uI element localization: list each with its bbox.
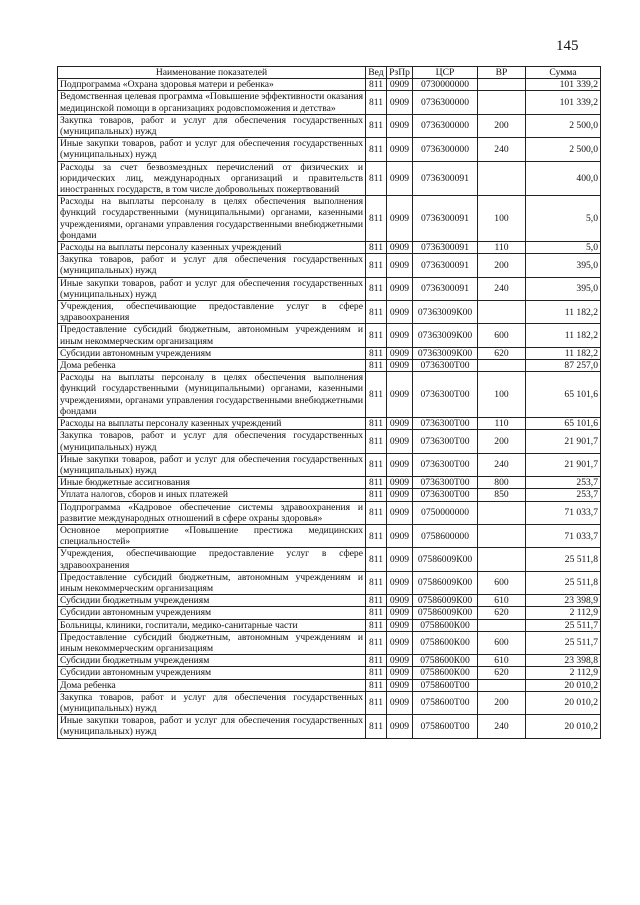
row-name: Ведомственная целевая программа «Повышение эффективности оказания медицинской помощи в организациях родовспоможения и детства» <box>58 91 366 114</box>
row-rzpr: 0909 <box>387 619 413 631</box>
row-sum: 395,0 <box>526 277 601 300</box>
table-row <box>58 277 601 300</box>
row-vr: 240 <box>478 138 526 161</box>
table-row <box>58 715 601 738</box>
row-name: Закупка товаров, работ и услуг для обеспечения государственных (муниципальных) нужд <box>58 430 366 453</box>
row-csr: 0736300Т00 <box>413 418 478 430</box>
table-row <box>58 655 601 667</box>
row-sum: 395,0 <box>526 254 601 277</box>
row-name: Закупка товаров, работ и услуг для обеспечения государственных (муниципальных) нужд <box>58 691 366 714</box>
row-ved: 811 <box>366 196 387 242</box>
row-rzpr: 0909 <box>387 138 413 161</box>
row-rzpr: 0909 <box>387 360 413 372</box>
row-vr: 200 <box>478 114 526 137</box>
row-name: Закупка товаров, работ и услуг для обеспечения государственных (муниципальных) нужд <box>58 254 366 277</box>
table-row <box>58 619 601 631</box>
row-name: Расходы на выплаты персоналу казенных учреждений <box>58 418 366 430</box>
row-csr: 0758600Т00 <box>413 691 478 714</box>
row-sum: 2 500,0 <box>526 138 601 161</box>
row-sum: 71 033,7 <box>526 501 601 524</box>
row-rzpr: 0909 <box>387 715 413 738</box>
col-header-rzpr: РзПр <box>387 67 413 79</box>
row-name: Иные бюджетные ассигнования <box>58 477 366 489</box>
table-row <box>58 691 601 714</box>
row-ved: 811 <box>366 138 387 161</box>
row-sum: 25 511,7 <box>526 619 601 631</box>
row-rzpr: 0909 <box>387 631 413 654</box>
row-ved: 811 <box>366 715 387 738</box>
row-csr: 0736300000 <box>413 91 478 114</box>
table-row <box>58 114 601 137</box>
row-ved: 811 <box>366 324 387 347</box>
table-row <box>58 418 601 430</box>
row-sum: 2 112,9 <box>526 667 601 679</box>
row-sum: 11 182,2 <box>526 301 601 324</box>
table-row <box>58 667 601 679</box>
row-name: Основное мероприятие «Повышение престижа медицинских специальностей» <box>58 524 366 547</box>
row-rzpr: 0909 <box>387 453 413 476</box>
row-ved: 811 <box>366 524 387 547</box>
row-name: Уплата налогов, сборов и иных платежей <box>58 489 366 501</box>
table-row <box>58 301 601 324</box>
page-number: 145 <box>556 38 579 54</box>
row-csr: 0736300000 <box>413 114 478 137</box>
row-vr <box>478 619 526 631</box>
row-name: Закупка товаров, работ и услуг для обеспечения государственных (муниципальных) нужд <box>58 114 366 137</box>
row-name: Подпрограмма «Охрана здоровья матери и ребенка» <box>58 79 366 91</box>
row-sum: 5,0 <box>526 242 601 254</box>
row-csr: 07586009К00 <box>413 571 478 594</box>
row-sum: 71 033,7 <box>526 524 601 547</box>
row-sum: 25 511,8 <box>526 571 601 594</box>
row-name: Расходы на выплаты персоналу в целях обеспечения выполнения функций государственными (муниципальными) органами, казенными учреждениями, органами управления государственными внебюджетными фондами <box>58 372 366 418</box>
row-vr: 600 <box>478 324 526 347</box>
row-ved: 811 <box>366 501 387 524</box>
row-csr: 0736300Т00 <box>413 430 478 453</box>
row-csr: 0750000000 <box>413 501 478 524</box>
row-csr: 07363009К00 <box>413 347 478 359</box>
row-sum: 11 182,2 <box>526 324 601 347</box>
row-ved: 811 <box>366 79 387 91</box>
row-rzpr: 0909 <box>387 477 413 489</box>
table-row <box>58 161 601 196</box>
row-vr <box>478 301 526 324</box>
row-csr: 0730000000 <box>413 79 478 91</box>
row-sum: 20 010,2 <box>526 691 601 714</box>
row-rzpr: 0909 <box>387 489 413 501</box>
row-vr: 620 <box>478 607 526 619</box>
row-vr: 240 <box>478 453 526 476</box>
row-sum: 5,0 <box>526 196 601 242</box>
row-sum: 21 901,7 <box>526 430 601 453</box>
row-name: Учреждения, обеспечивающие предоставление услуг в сфере здравоохранения <box>58 548 366 571</box>
row-vr: 100 <box>478 372 526 418</box>
table-row <box>58 196 601 242</box>
row-ved: 811 <box>366 277 387 300</box>
table-row <box>58 595 601 607</box>
row-ved: 811 <box>366 360 387 372</box>
row-ved: 811 <box>366 453 387 476</box>
row-rzpr: 0909 <box>387 524 413 547</box>
row-csr: 0736300091 <box>413 196 478 242</box>
row-name: Дома ребенка <box>58 679 366 691</box>
row-csr: 0758600Т00 <box>413 679 478 691</box>
row-vr: 200 <box>478 430 526 453</box>
row-ved: 811 <box>366 477 387 489</box>
row-sum: 253,7 <box>526 477 601 489</box>
row-sum: 87 257,0 <box>526 360 601 372</box>
row-ved: 811 <box>366 631 387 654</box>
row-sum: 2 500,0 <box>526 114 601 137</box>
row-vr <box>478 524 526 547</box>
row-csr: 0758600К00 <box>413 631 478 654</box>
table-row <box>58 571 601 594</box>
budget-table <box>57 66 601 739</box>
row-rzpr: 0909 <box>387 691 413 714</box>
row-name: Предоставление субсидий бюджетным, автономным учреждениям и иным некоммерческим организациям <box>58 571 366 594</box>
row-rzpr: 0909 <box>387 418 413 430</box>
table-row <box>58 79 601 91</box>
row-vr: 100 <box>478 196 526 242</box>
row-ved: 811 <box>366 418 387 430</box>
row-csr: 0736300Т00 <box>413 360 478 372</box>
row-name: Субсидии автономным учреждениям <box>58 347 366 359</box>
row-ved: 811 <box>366 548 387 571</box>
row-name: Учреждения, обеспечивающие предоставление услуг в сфере здравоохранения <box>58 301 366 324</box>
table-row <box>58 489 601 501</box>
row-rzpr: 0909 <box>387 571 413 594</box>
row-csr: 0758600К00 <box>413 667 478 679</box>
row-ved: 811 <box>366 679 387 691</box>
table-row <box>58 138 601 161</box>
table-row <box>58 360 601 372</box>
row-name: Иные закупки товаров, работ и услуг для обеспечения государственных (муниципальных) нужд <box>58 277 366 300</box>
row-ved: 811 <box>366 372 387 418</box>
table-row <box>58 524 601 547</box>
row-csr: 0736300091 <box>413 277 478 300</box>
row-sum: 25 511,7 <box>526 631 601 654</box>
table-row <box>58 477 601 489</box>
table-row <box>58 372 601 418</box>
row-ved: 811 <box>366 347 387 359</box>
row-ved: 811 <box>366 254 387 277</box>
row-vr: 620 <box>478 667 526 679</box>
row-rzpr: 0909 <box>387 667 413 679</box>
table-row <box>58 548 601 571</box>
row-rzpr: 0909 <box>387 114 413 137</box>
table-row <box>58 607 601 619</box>
row-csr: 0736300091 <box>413 242 478 254</box>
row-sum: 2 112,9 <box>526 607 601 619</box>
table-row <box>58 324 601 347</box>
table-row <box>58 453 601 476</box>
row-ved: 811 <box>366 607 387 619</box>
row-rzpr: 0909 <box>387 277 413 300</box>
row-vr: 620 <box>478 347 526 359</box>
row-vr: 600 <box>478 571 526 594</box>
row-csr: 0758600К00 <box>413 655 478 667</box>
row-name: Расходы за счет безвозмездных перечислений от физических и юридических лиц, международных организаций и правительств иностранных государств, в том числе добровольных пожертвований <box>58 161 366 196</box>
row-vr <box>478 91 526 114</box>
row-name: Иные закупки товаров, работ и услуг для обеспечения государственных (муниципальных) нужд <box>58 715 366 738</box>
table-row <box>58 430 601 453</box>
row-csr: 0736300091 <box>413 254 478 277</box>
row-sum: 20 010,2 <box>526 679 601 691</box>
row-name: Иные закупки товаров, работ и услуг для обеспечения государственных (муниципальных) нужд <box>58 453 366 476</box>
row-csr: 0758600000 <box>413 524 478 547</box>
row-ved: 811 <box>366 91 387 114</box>
row-rzpr: 0909 <box>387 430 413 453</box>
row-csr: 0736300Т00 <box>413 372 478 418</box>
row-vr: 240 <box>478 277 526 300</box>
row-ved: 811 <box>366 667 387 679</box>
row-vr <box>478 360 526 372</box>
col-header-sum: Сумма <box>526 67 601 79</box>
row-csr: 07586009К00 <box>413 595 478 607</box>
row-name: Субсидии бюджетным учреждениям <box>58 595 366 607</box>
row-vr: 610 <box>478 655 526 667</box>
row-name: Иные закупки товаров, работ и услуг для обеспечения государственных (муниципальных) нужд <box>58 138 366 161</box>
row-ved: 811 <box>366 691 387 714</box>
col-header-csr: ЦСР <box>413 67 478 79</box>
row-sum: 101 339,2 <box>526 91 601 114</box>
row-rzpr: 0909 <box>387 679 413 691</box>
row-csr: 07586009К00 <box>413 548 478 571</box>
row-sum: 11 182,2 <box>526 347 601 359</box>
row-vr: 110 <box>478 418 526 430</box>
row-csr: 0736300091 <box>413 161 478 196</box>
row-rzpr: 0909 <box>387 161 413 196</box>
row-sum: 20 010,2 <box>526 715 601 738</box>
row-rzpr: 0909 <box>387 91 413 114</box>
row-rzpr: 0909 <box>387 324 413 347</box>
row-sum: 253,7 <box>526 489 601 501</box>
row-rzpr: 0909 <box>387 79 413 91</box>
row-rzpr: 0909 <box>387 595 413 607</box>
col-header-name: Наименование показателей <box>58 67 366 79</box>
row-sum: 23 398,9 <box>526 595 601 607</box>
row-ved: 811 <box>366 595 387 607</box>
row-csr: 0736300Т00 <box>413 477 478 489</box>
row-rzpr: 0909 <box>387 501 413 524</box>
row-vr <box>478 548 526 571</box>
table-row <box>58 254 601 277</box>
row-rzpr: 0909 <box>387 607 413 619</box>
row-vr: 110 <box>478 242 526 254</box>
row-vr <box>478 679 526 691</box>
row-ved: 811 <box>366 242 387 254</box>
row-vr: 200 <box>478 254 526 277</box>
row-name: Субсидии автономным учреждениям <box>58 667 366 679</box>
row-sum: 400,0 <box>526 161 601 196</box>
row-csr: 0736300000 <box>413 138 478 161</box>
row-name: Расходы на выплаты персоналу в целях обеспечения выполнения функций государственными (муниципальными) органами, казенными учреждениями, органами управления государственными внебюджетными фондами <box>58 196 366 242</box>
row-rzpr: 0909 <box>387 196 413 242</box>
table-row <box>58 242 601 254</box>
row-name: Расходы на выплаты персоналу казенных учреждений <box>58 242 366 254</box>
row-vr: 610 <box>478 595 526 607</box>
row-vr <box>478 79 526 91</box>
row-ved: 811 <box>366 430 387 453</box>
table-header-row <box>58 67 601 79</box>
row-name: Больницы, клиники, госпитали, медико-санитарные части <box>58 619 366 631</box>
row-rzpr: 0909 <box>387 254 413 277</box>
row-csr: 07363009К00 <box>413 301 478 324</box>
row-name: Предоставление субсидий бюджетным, автономным учреждениям и иным некоммерческим организациям <box>58 324 366 347</box>
table-row <box>58 501 601 524</box>
row-name: Дома ребенка <box>58 360 366 372</box>
row-sum: 25 511,8 <box>526 548 601 571</box>
row-name: Субсидии бюджетным учреждениям <box>58 655 366 667</box>
row-csr: 0736300Т00 <box>413 453 478 476</box>
row-rzpr: 0909 <box>387 347 413 359</box>
row-ved: 811 <box>366 161 387 196</box>
row-rzpr: 0909 <box>387 372 413 418</box>
row-vr: 200 <box>478 691 526 714</box>
row-csr: 0736300Т00 <box>413 489 478 501</box>
row-vr: 850 <box>478 489 526 501</box>
row-vr: 800 <box>478 477 526 489</box>
row-vr <box>478 501 526 524</box>
table-row <box>58 679 601 691</box>
row-rzpr: 0909 <box>387 548 413 571</box>
row-rzpr: 0909 <box>387 301 413 324</box>
row-ved: 811 <box>366 655 387 667</box>
row-rzpr: 0909 <box>387 242 413 254</box>
col-header-ved: Вед <box>366 67 387 79</box>
row-vr: 240 <box>478 715 526 738</box>
row-name: Предоставление субсидий бюджетным, автономным учреждениям и иным некоммерческим организациям <box>58 631 366 654</box>
row-csr: 07586009К00 <box>413 607 478 619</box>
row-sum: 65 101,6 <box>526 372 601 418</box>
row-sum: 23 398,8 <box>526 655 601 667</box>
row-name: Субсидии автономным учреждениям <box>58 607 366 619</box>
row-ved: 811 <box>366 619 387 631</box>
table-row <box>58 631 601 654</box>
row-sum: 101 339,2 <box>526 79 601 91</box>
row-vr: 600 <box>478 631 526 654</box>
table-row <box>58 347 601 359</box>
table-row <box>58 91 601 114</box>
row-ved: 811 <box>366 489 387 501</box>
row-csr: 0758600К00 <box>413 619 478 631</box>
row-rzpr: 0909 <box>387 655 413 667</box>
row-name: Подпрограмма «Кадровое обеспечение системы здравоохранения и развитие международных отношений в сфере охраны здоровья» <box>58 501 366 524</box>
row-ved: 811 <box>366 301 387 324</box>
row-csr: 0758600Т00 <box>413 715 478 738</box>
row-ved: 811 <box>366 571 387 594</box>
col-header-vr: ВР <box>478 67 526 79</box>
row-csr: 07363009К00 <box>413 324 478 347</box>
row-ved: 811 <box>366 114 387 137</box>
row-vr <box>478 161 526 196</box>
row-sum: 21 901,7 <box>526 453 601 476</box>
row-sum: 65 101,6 <box>526 418 601 430</box>
